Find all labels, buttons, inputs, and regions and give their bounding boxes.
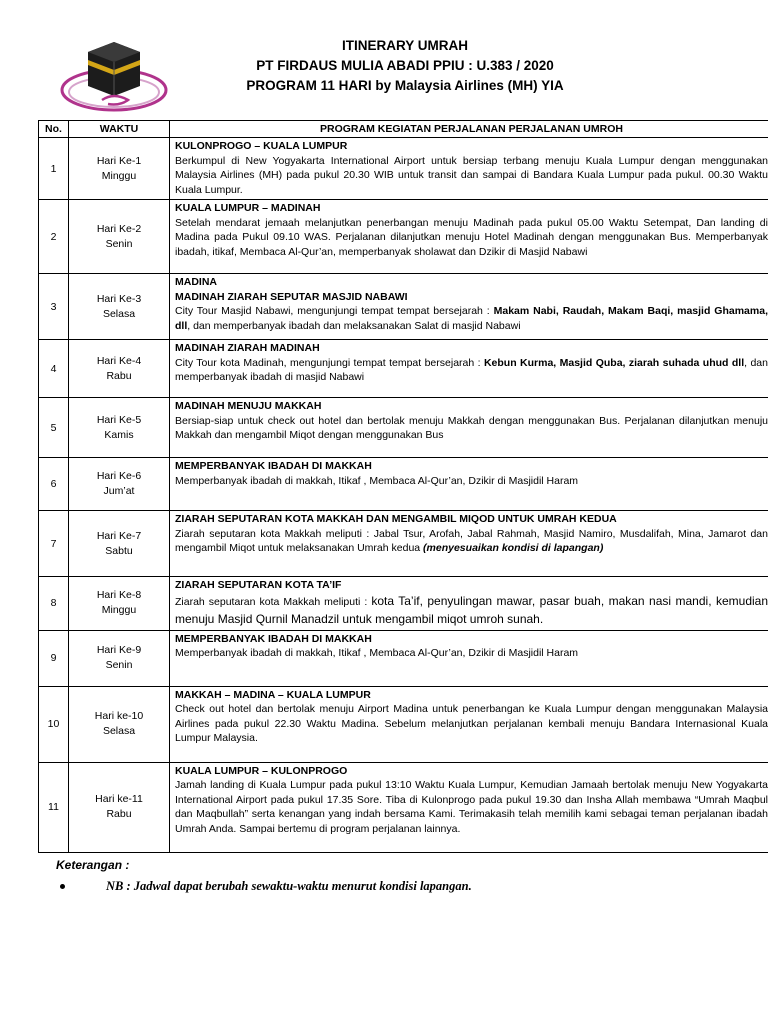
day-number: 1 [39,138,69,200]
notes-section [56,858,472,893]
program-body: Memperbanyak ibadah di makkah, Itikaf , Membaca Al-Qur’an, Dzikir di Masjidil Haram [175,474,579,487]
program-subtitle: MADINAH ZIARAH SEPUTAR MASJID NABAWI [175,290,408,303]
places-list: Makam Nabi, Raudah, Makam Baqi, masjid Ghamama, dll [175,305,768,332]
program-body: City Tour Masjid Nabawi, mengunjungi tempat tempat bersejarah : Makam Nabi, Raudah, Makam Baqi, masjid Ghamama, dll, dan memperbanyak ibadah dan melaksanakan Salat di masjid Nabawi [175,305,768,332]
day-number: 9 [39,630,69,686]
day-label: Hari Ke-6 [96,470,142,482]
day-label: Hari Ke-4 [96,354,142,367]
day-label: Hari Ke-7 [96,529,142,542]
day-of-week: Rabu [106,369,132,382]
day-number: 10 [39,686,69,762]
note-text: NB : Jadwal dapat berubah sewaktu-waktu menurut kondisi lapangan. [106,879,472,893]
day-cell [69,274,170,340]
header-program: PROGRAM KEGIATAN PERJALANAN PERJALANAN UMROH [170,121,768,138]
header-program: PROGRAM 11 HARI by Malaysia Airlines (MH) YIA [246,78,564,93]
day-label: Hari Ke-8 [96,589,142,602]
program-cell [170,200,768,274]
header-waktu: WAKTU [69,121,170,138]
day-label: Hari Ke-5 [96,413,142,426]
day-cell [69,200,170,274]
bullet-icon [60,884,65,889]
day-number: 5 [39,398,69,458]
document-header [170,36,640,96]
program-body: Check out hotel dan bertolak menuju Airport Madina untuk penerbangan ke Kuala Lumpur dengan menggunakan Malaysia Airlines pada pukul 22.30 Waktu Madina. Sebelum melanjutkan perjalanan kembali menuju Bandara Internasional Kuala Lumpur Malaysia. [175,703,768,744]
day-label: Hari Ke-9 [96,644,142,656]
program-title: MEMPERBANYAK IBADAH DI MAKKAH [175,632,372,645]
day-number: 7 [39,511,69,577]
program-cell [170,686,768,762]
program-cell [170,577,768,631]
day-number: 2 [39,200,69,274]
program-body: Berkumpul di New Yogyakarta International Airport untuk bersiap terbang menuju Kuala Lumpur dengan menggunakan Malaysia Airlines (MH) pada pukul 20.30 WIB untuk transit dan sampai di Bandara Kuala Lumpur pada pukul. 00.30 Waktu Kuala Lumpur. [175,154,768,196]
day-of-week: Selasa [102,725,136,737]
program-title: KULONPROGO – KUALA LUMPUR [175,140,348,152]
program-title: KUALA LUMPUR – KULONPROGO [175,764,348,777]
program-title: KUALA LUMPUR – MADINAH [175,202,321,214]
table-row [39,274,768,340]
day-cell [69,138,170,200]
day-of-week: Rabu [106,808,132,820]
program-cell [170,762,768,852]
table-row [39,686,768,762]
day-of-week: Minggu [101,169,137,182]
program-title: MADINAH ZIARAH MADINAH [175,342,320,354]
kaaba-logo-icon [58,38,170,116]
header-no: No. [39,121,69,138]
day-of-week: Sabtu [105,544,133,557]
table-row [39,577,768,631]
table-row [39,762,768,852]
day-of-week: Senin [105,237,133,250]
day-label: Hari Ke-2 [96,222,142,235]
table-row [39,458,768,511]
program-title: ZIARAH SEPUTARAN KOTA TA’IF [175,579,342,591]
notes-label: Keterangan : [56,858,130,872]
program-body: Memperbanyak ibadah di makkah, Itikaf , Membaca Al-Qur’an, Dzikir di Masjidil Haram [175,647,579,659]
day-cell [69,458,170,511]
program-body: Setelah mendarat jemaah melanjutkan penerbangan menuju Madinah pada pukul 05.00 Waktu Setempat, Dan landing di Madina pada Pukul 09.10 WAS. Perjalanan dilanjutkan menuju Hotel Madinah dengan menggunakan Bus. Memperbanyak ibadah, itikaf, Membaca Al-Qur’an, memperbanyak sholawat dan Dzikir di Masjid Nabawi [175,216,768,258]
day-label: Hari ke-10 [94,710,144,722]
table-row [39,398,768,458]
program-cell [170,274,768,340]
header-title: ITINERARY UMRAH [341,38,468,53]
day-label: Hari Ke-3 [96,292,142,305]
program-body: City Tour kota Madinah, mengunjungi tempat tempat bersejarah : Kebun Kurma, Masjid Quba, ziarah suhada uhud dll, dan memperbanyak ibadah di masjid Nabawi [175,356,768,383]
day-cell [69,340,170,398]
header-company: PT FIRDAUS MULIA ABADI PPIU : U.383 / 2020 [256,58,554,73]
itinerary-table [38,120,768,853]
day-number: 6 [39,458,69,511]
day-label: Hari Ke-1 [96,154,142,167]
table-row [39,630,768,686]
program-title: MAKKAH – MADINA – KUALA LUMPUR [175,688,371,701]
day-cell [69,762,170,852]
table-row [39,511,768,577]
program-body: Bersiap-siap untuk check out hotel dan bertolak menuju Makkah dengan menggunakan Bus. Perjalanan dilanjutkan menuju Makkah dan mengambil Miqot dengan menggunakan Bus [175,414,768,441]
program-title: MADINA [175,276,217,288]
program-title: ZIARAH SEPUTARAN KOTA MAKKAH DAN MENGAMBIL MIQOD UNTUK UMRAH KEDUA [175,513,617,525]
program-cell [170,630,768,686]
program-cell [170,138,768,200]
day-cell [69,686,170,762]
day-number: 4 [39,340,69,398]
program-body: Ziarah seputaran kota Makkah meliputi : Jabal Tsur, Arofah, Jabal Rahmah, Masjid Namiro, Musdalifah, Mina, Jamarot dan mengambil Miqot untuk melaksanakan Umrah kedua (menyesuaikan kondisi di lapangan) [175,527,768,554]
program-title: MEMPERBANYAK IBADAH DI MAKKAH [175,460,372,472]
program-cell [170,398,768,458]
day-of-week: Selasa [102,307,136,320]
table-header-row [39,121,768,138]
day-number: 11 [39,762,69,852]
program-body: Ziarah seputaran kota Makkah meliputi : kota Ta’if, penyulingan mawar, pasar buah, makan nasi mandi, kemudian menuju Masjid Qurnil Manadzil untuk mengambil miqot umroh sunah. [175,593,768,626]
day-label: Hari ke-11 [95,793,143,805]
program-title: MADINAH MENUJU MAKKAH [175,400,322,412]
day-cell [69,398,170,458]
program-cell [170,340,768,398]
day-cell [69,630,170,686]
program-body: Jamah landing di Kuala Lumpur pada pukul 13:10 Waktu Kuala Lumpur, Kemudian Jamaah bertolak menuju New Yogyakarta International Airport pada pukul 17.35 Sore. Tiba di Kulonprogo pada pukul 19.30 dan Insha Allah membawa “Umrah Maqbul dan Maqbullah” serta kenangan yang indah bersama Kami. Terimakasih telah memilih kami sebagai teman perjalanan ibadah Umrah Anda. Sampai bertemu di program perjalanan lainnya. [175,779,768,835]
program-note: (menyesuaikan kondisi di lapangan) [423,542,604,554]
day-of-week: Senin [105,659,133,671]
day-of-week: Minggu [101,604,137,617]
day-cell [69,511,170,577]
table-row [39,340,768,398]
program-cell [170,458,768,511]
table-row [39,200,768,274]
day-of-week: Jum’at [103,485,135,497]
table-row [39,138,768,200]
day-cell [69,577,170,631]
day-number: 8 [39,577,69,631]
program-cell [170,511,768,577]
day-number: 3 [39,274,69,340]
places-list: Kebun Kurma, Masjid Quba, ziarah suhada uhud dll [483,356,745,369]
day-of-week: Kamis [104,428,134,441]
